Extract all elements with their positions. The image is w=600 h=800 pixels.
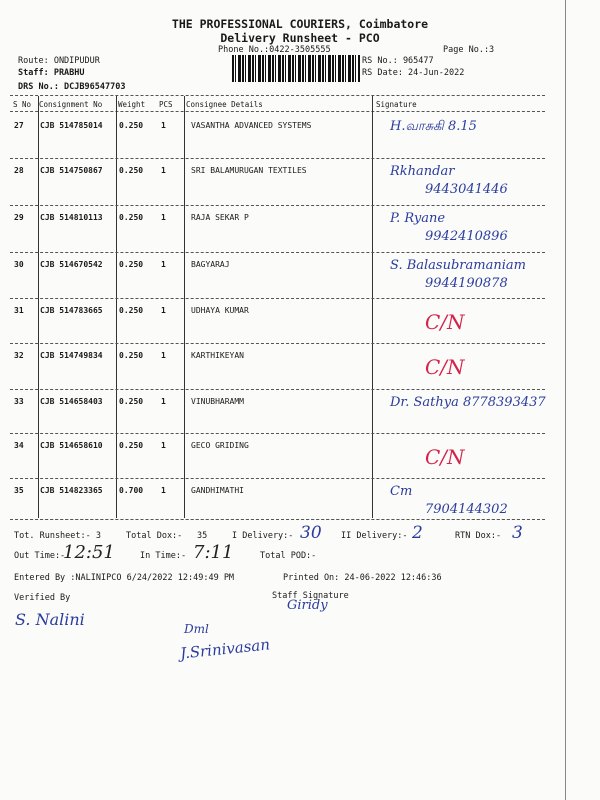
page-number: Page No.:3 — [443, 45, 495, 55]
row-consignee: VASANTHA ADVANCED SYSTEMS — [191, 121, 312, 130]
row-signature-phone: 9443041446 — [425, 182, 508, 197]
row-signature: C/N — [425, 355, 465, 379]
row-sno: 27 — [14, 121, 24, 130]
row-consignee: GECO GRIDING — [191, 441, 249, 450]
row-separator — [10, 252, 545, 253]
rs-number: RS No.: 965477 — [362, 56, 434, 66]
totals-rule — [10, 519, 545, 520]
row-sno: 28 — [14, 166, 24, 175]
route: Route: ONDIPUDUR — [18, 56, 100, 66]
dm-signature: Dml — [184, 622, 209, 636]
row-pcs: 1 — [161, 441, 166, 450]
row-weight: 0.250 — [119, 166, 144, 175]
row-sno: 34 — [14, 441, 24, 450]
barcode — [232, 55, 360, 82]
col-consignment: Consignment No — [39, 100, 103, 109]
row-consignment-no: CJB 514658610 — [40, 441, 103, 450]
row-consignment-no: CJB 514750867 — [40, 166, 103, 175]
row-sno: 31 — [14, 306, 24, 315]
i-delivery-value: 30 — [300, 523, 322, 543]
row-consignment-no: CJB 514810113 — [40, 213, 103, 222]
col-consignee: Consignee Details — [186, 100, 263, 109]
staff-handwritten-signature: Giridy — [287, 598, 328, 613]
col-sno: S No — [13, 100, 32, 109]
row-pcs: 1 — [161, 260, 166, 269]
header-rule-top — [10, 95, 545, 96]
row-pcs: 1 — [161, 397, 166, 406]
row-pcs: 1 — [161, 351, 166, 360]
company-title: THE PROFESSIONAL COURIERS, Coimbatore — [171, 17, 429, 31]
row-consignment-no: CJB 514658403 — [40, 397, 103, 406]
row-signature-phone: 9942410896 — [425, 229, 508, 244]
header-rule-bottom — [10, 111, 545, 112]
vline-4 — [372, 96, 373, 518]
row-sno: 33 — [14, 397, 24, 406]
row-weight: 0.250 — [119, 260, 144, 269]
row-consignee: BAGYARAJ — [191, 260, 230, 269]
row-signature: Rkhandar — [390, 164, 455, 179]
row-signature: S. Balasubramaniam — [390, 258, 526, 273]
vline-2 — [116, 96, 117, 518]
vline-3 — [184, 96, 185, 518]
row-weight: 0.700 — [119, 486, 144, 495]
tot-runsheet: Tot. Runsheet:- 3 — [14, 531, 101, 541]
col-weight: Weight — [118, 100, 146, 109]
row-consignment-no: CJB 514785014 — [40, 121, 103, 130]
row-signature: H.வாசுகி 8.15 — [390, 119, 477, 134]
row-sno: 32 — [14, 351, 24, 360]
row-weight: 0.250 — [119, 121, 144, 130]
row-weight: 0.250 — [119, 306, 144, 315]
row-signature: P. Ryane — [390, 211, 446, 226]
rtn-dox-label: RTN Dox:- — [455, 531, 502, 541]
row-weight: 0.250 — [119, 351, 144, 360]
row-consignment-no: CJB 514749834 — [40, 351, 103, 360]
row-consignee: GANDHIMATHI — [191, 486, 244, 495]
row-consignee: SRI BALAMURUGAN TEXTILES — [191, 166, 307, 175]
dm-name-signature: J.Srinivasan — [179, 635, 271, 663]
row-separator — [10, 205, 545, 206]
row-sno: 35 — [14, 486, 24, 495]
row-pcs: 1 — [161, 306, 166, 315]
in-time-label: In Time:- — [140, 551, 187, 561]
row-pcs: 1 — [161, 121, 166, 130]
verified-signature: S. Nalini — [15, 610, 85, 629]
margin-line — [565, 0, 566, 800]
row-signature: Dr. Sathya 8778393437 — [390, 395, 546, 410]
drs-number: DRS No.: DCJB96547703 — [18, 82, 126, 92]
ii-delivery-label: II Delivery:- — [341, 531, 408, 541]
row-separator — [10, 478, 545, 479]
row-separator — [10, 433, 545, 434]
vline-1 — [38, 96, 39, 518]
row-consignee: KARTHIKEYAN — [191, 351, 244, 360]
out-time-value: 12:51 — [63, 542, 115, 563]
row-separator — [10, 158, 545, 159]
row-separator — [10, 343, 545, 344]
row-separator — [10, 389, 545, 390]
row-consignee: VINUBHARAMM — [191, 397, 244, 406]
row-weight: 0.250 — [119, 397, 144, 406]
row-pcs: 1 — [161, 486, 166, 495]
row-weight: 0.250 — [119, 213, 144, 222]
entered-by: Entered By :NALINIPCO 6/24/2022 12:49:49 PM — [14, 573, 235, 583]
row-signature: C/N — [425, 445, 465, 469]
row-signature-phone: 7904144302 — [425, 502, 508, 517]
ii-delivery-value: 2 — [412, 523, 423, 543]
row-consignment-no: CJB 514670542 — [40, 260, 103, 269]
row-weight: 0.250 — [119, 441, 144, 450]
total-dox-label: Total Dox:- — [126, 531, 183, 541]
printed-on: Printed On: 24-06-2022 12:46:36 — [283, 573, 442, 583]
rtn-dox-value: 3 — [512, 523, 523, 543]
rs-date: RS Date: 24-Jun-2022 — [362, 68, 465, 78]
row-signature-phone: 9944190878 — [425, 276, 508, 291]
i-delivery-label: I Delivery:- — [232, 531, 294, 541]
staff: Staff: PRABHU — [18, 68, 85, 78]
col-pcs: PCS — [159, 100, 173, 109]
row-signature: Cm — [390, 484, 413, 499]
staff-signature-label: Staff Signature — [272, 591, 349, 601]
row-pcs: 1 — [161, 213, 166, 222]
row-sno: 29 — [14, 213, 24, 222]
out-time-label: Out Time:- — [14, 551, 66, 561]
col-signature: Signature — [376, 100, 417, 109]
row-separator — [10, 298, 545, 299]
total-dox-value: 35 — [197, 531, 208, 541]
row-consignment-no: CJB 514823365 — [40, 486, 103, 495]
row-sno: 30 — [14, 260, 24, 269]
runsheet-subtitle: Delivery Runsheet - PCO — [220, 31, 380, 45]
row-consignee: RAJA SEKAR P — [191, 213, 249, 222]
row-consignment-no: CJB 514783665 — [40, 306, 103, 315]
total-pod: Total POD:- — [260, 551, 317, 561]
row-pcs: 1 — [161, 166, 166, 175]
row-consignee: UDHAYA KUMAR — [191, 306, 249, 315]
in-time-value: 7:11 — [193, 542, 234, 563]
verified-by-label: Verified By — [14, 593, 71, 603]
phone-number: Phone No.:0422-3505555 — [218, 45, 331, 55]
row-signature: C/N — [425, 310, 465, 334]
